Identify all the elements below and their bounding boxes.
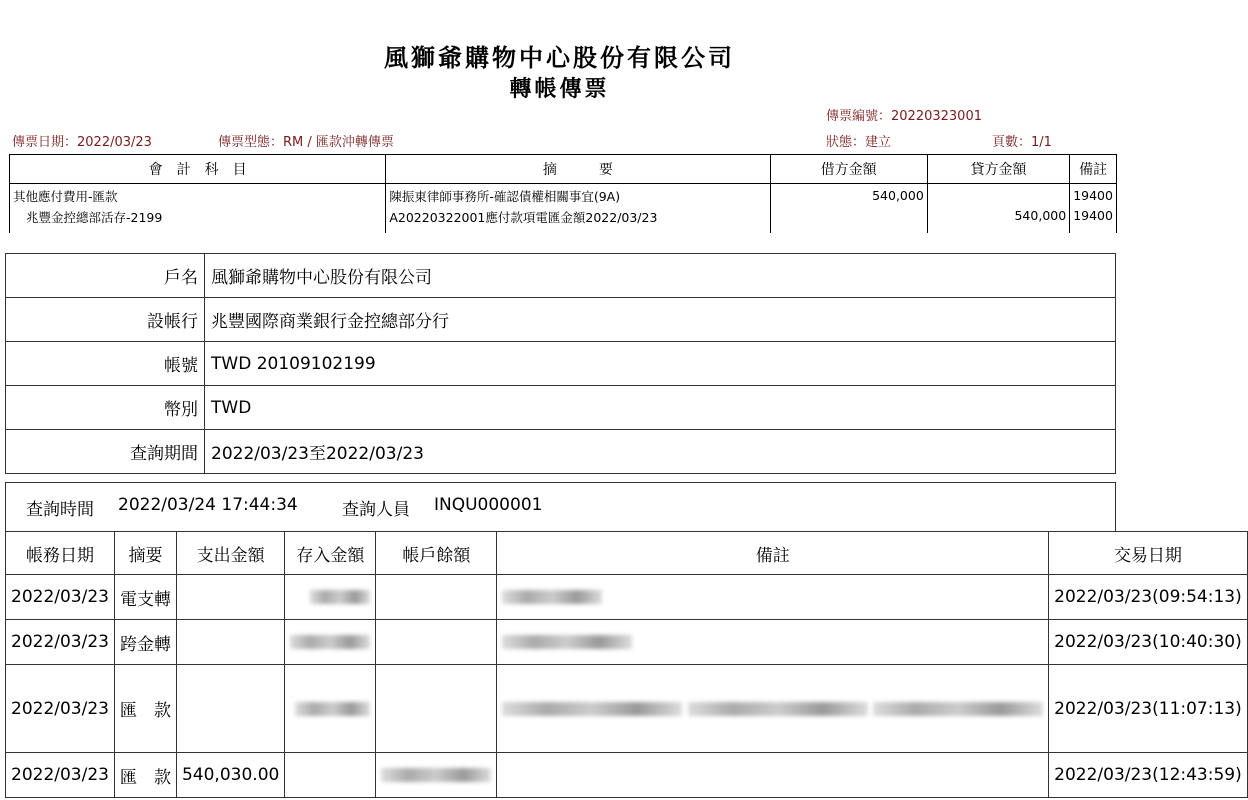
info-row: [6, 386, 1116, 430]
withdrawal-amount: [176, 575, 284, 620]
credit-amount: [927, 184, 1069, 208]
note: 19400: [1070, 207, 1117, 233]
deposit-cell: [285, 753, 376, 798]
debit-amount: [770, 207, 927, 233]
table-row: [6, 665, 1248, 753]
table-row: [6, 620, 1248, 665]
credit-amount: 540,000: [927, 207, 1069, 233]
query-time-label: 查詢時間: [26, 500, 94, 520]
header-balance: 帳戶餘額: [376, 532, 497, 575]
debit-amount: 540,000: [770, 184, 927, 208]
info-row: [6, 254, 1116, 298]
field-label: 查詢期間: [6, 430, 205, 474]
voucher-table: [9, 154, 1117, 233]
trade-date: 2022/03/23(09:54:13): [1049, 575, 1248, 620]
query-period-value: 2022/03/23至2022/03/23: [205, 430, 1116, 474]
header-withdrawal: 支出金額: [176, 532, 284, 575]
remark-cell: [497, 753, 1049, 798]
posting-date: 2022/03/23: [6, 620, 115, 665]
query-info-bar: [5, 482, 1116, 532]
table-row: [6, 753, 1248, 798]
info-row: [6, 430, 1116, 474]
remark-redacted: [497, 620, 1049, 665]
header-account: 會 計 科 目: [10, 155, 386, 184]
withdrawal-amount: [176, 620, 284, 665]
currency-value: TWD: [205, 386, 1116, 430]
deposit-amount-redacted: [285, 620, 376, 665]
header-summary: 摘要: [114, 532, 176, 575]
trade-date: 2022/03/23(11:07:13): [1049, 665, 1248, 753]
header-summary: 摘 要: [386, 155, 770, 184]
deposit-amount-redacted: [285, 575, 376, 620]
account-info-table: [5, 253, 1116, 474]
transactions-header: [6, 532, 1248, 575]
account-name: 兆豐金控總部活存-2199: [10, 207, 386, 233]
note: 19400: [1070, 184, 1117, 208]
header-debit: 借方金額: [770, 155, 927, 184]
page-count: 頁數：1/1: [992, 135, 1052, 150]
trade-date: 2022/03/23(10:40:30): [1049, 620, 1248, 665]
field-label: 戶名: [6, 254, 205, 298]
remark-redacted: [497, 665, 1049, 753]
remark-redacted: [497, 575, 1049, 620]
withdrawal-amount: 540,030.00: [176, 753, 284, 798]
summary-text: 匯 款: [114, 753, 176, 798]
remark-redacted: [376, 665, 497, 753]
table-row: [10, 184, 1117, 208]
field-label: 帳號: [6, 342, 205, 386]
voucher-status: 狀態：建立: [826, 135, 892, 150]
voucher-date: 傳票日期：2022/03/23: [12, 135, 152, 150]
balance-cell: [376, 575, 497, 620]
voucher-title: 轉帳傳票: [509, 76, 610, 102]
voucher-type: 傳票型態：RM / 匯款沖轉傳票: [218, 135, 394, 150]
info-row: [6, 342, 1116, 386]
table-row: [10, 207, 1117, 233]
summary-text: 陳振東律師事務所-確認債權相關事宜(9A): [386, 184, 770, 208]
header-deposit: 存入金額: [285, 532, 376, 575]
bank-branch-value: 兆豐國際商業銀行金控總部分行: [205, 298, 1116, 342]
header-note: 備註: [1070, 155, 1117, 184]
voucher-number: 傳票編號：20220323001: [826, 109, 982, 124]
query-time-value: 2022/03/24 17:44:34: [118, 495, 298, 515]
header-remark: 備註: [497, 532, 1049, 575]
voucher-table-header: [10, 155, 1117, 184]
table-row: [6, 575, 1248, 620]
trade-date: 2022/03/23(12:43:59): [1049, 753, 1248, 798]
summary-text: 匯 款: [114, 665, 176, 753]
summary-text: A20220322001應付款項電匯金額2022/03/23: [386, 207, 770, 233]
deposit-amount-redacted: [285, 665, 376, 753]
header-posting-date: 帳務日期: [6, 532, 115, 575]
company-name: 風獅爺購物中心股份有限公司: [384, 43, 735, 72]
summary-text: 跨金轉: [114, 620, 176, 665]
posting-date: 2022/03/23: [6, 665, 115, 753]
posting-date: 2022/03/23: [6, 753, 115, 798]
info-row: [6, 298, 1116, 342]
transactions-table: [5, 531, 1248, 798]
header-credit: 貸方金額: [927, 155, 1069, 184]
posting-date: 2022/03/23: [6, 575, 115, 620]
field-label: 設帳行: [6, 298, 205, 342]
query-user-value: INQU000001: [434, 495, 543, 515]
balance-redacted: [376, 753, 497, 798]
account-holder-value: 風獅爺購物中心股份有限公司: [205, 254, 1116, 298]
header-trade-date: 交易日期: [1049, 532, 1248, 575]
query-user-label: 查詢人員: [342, 500, 410, 520]
account-number-value: TWD 20109102199: [205, 342, 1116, 386]
field-label: 幣別: [6, 386, 205, 430]
withdrawal-amount: [176, 665, 284, 753]
account-name: 其他應付費用-匯款: [10, 184, 386, 208]
balance-cell: [376, 620, 497, 665]
summary-text: 電支轉: [114, 575, 176, 620]
